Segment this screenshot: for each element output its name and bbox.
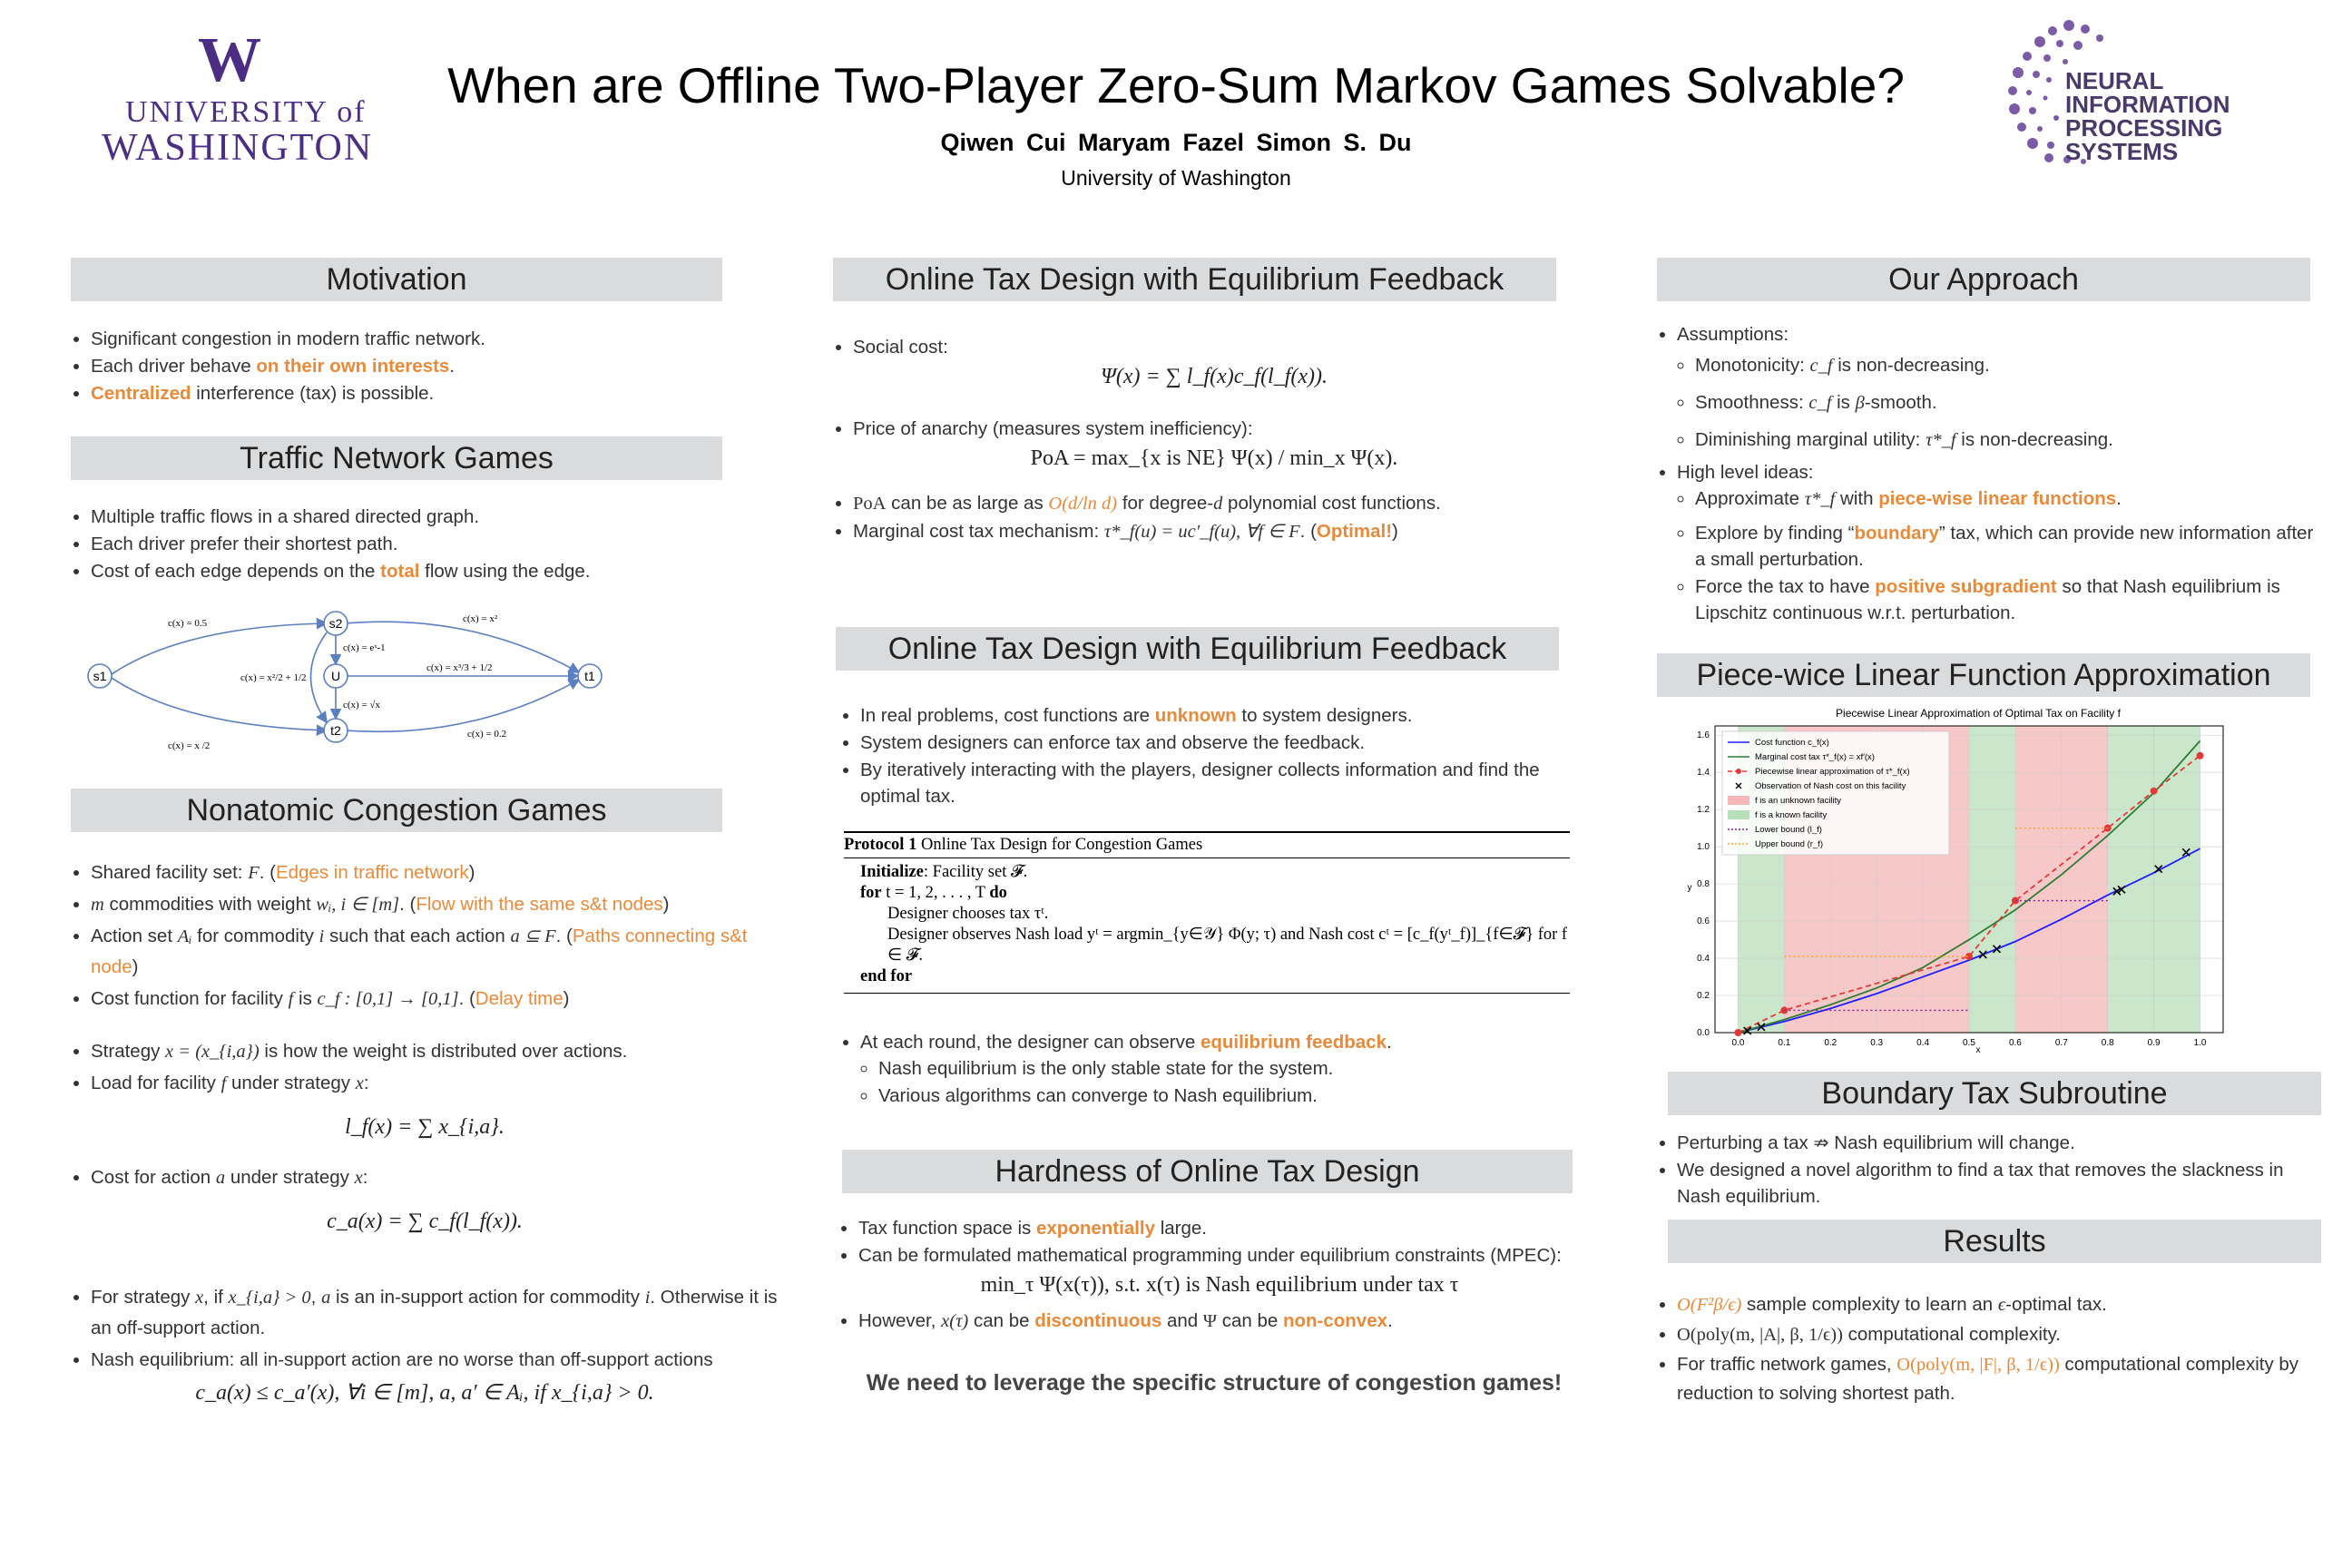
nonatomic-item-5: • Strategy x = (x_{i,a}) is how the weight is distributed over actions. <box>91 1036 779 1067</box>
neurips-line1: NEURAL <box>2065 67 2164 94</box>
hardness-item-3: • However, x(τ) can be discontinuous and Ψ can be non-convex. <box>858 1308 1601 1335</box>
y-tick-label: 0.4 <box>1697 954 1710 965</box>
result-sample-complexity: • O(F²β/ϵ) sample complexity to learn an ϵ-optimal tax. <box>1677 1290 2328 1319</box>
data-point <box>1734 1029 1741 1036</box>
poster-title: When are Offline Two-Player Zero-Sum Markov Games Solvable? <box>447 57 1905 113</box>
results-section <box>1657 1290 2328 1409</box>
node-s2: s2 <box>328 616 343 631</box>
equation-poa: PoA = max_{x is NE} Ψ(x) / min_x Ψ(x). <box>1030 446 1398 470</box>
traffic-item-2: • Each driver prefer their shortest path. <box>91 531 742 557</box>
edge-label-5: c(x) = x³/3 + 1/2 <box>426 662 493 673</box>
uw-line2: WASHINGTON <box>102 127 374 169</box>
chart-title: Piecewise Linear Approximation of Optimal Tax on Facility f <box>1836 707 2121 720</box>
assumption-diminishing: ◦ Diminishing marginal utility: τ*_f is non-decreasing. <box>1695 422 2319 458</box>
nonatomic-item-3: • Action set Aᵢ for commodity i such that each action a ⊆ F. (Paths connecting s&t node) <box>91 921 779 983</box>
poster-authors: Qiwen Cui Maryam Fazel Simon S. Du <box>940 129 1412 156</box>
round-sub-1: ◦ Nash equilibrium is the only stable state for the system. <box>878 1055 1566 1082</box>
nonatomic-item-1: • Shared facility set: F. (Edges in traffic network) <box>91 858 779 888</box>
uw-w-mark: W <box>198 25 261 95</box>
hardness-conclusion: We need to leverage the specific structure of congestion games! <box>866 1370 1563 1396</box>
chart-ylabel: y <box>1687 883 1692 893</box>
social-cost-item: • Social cost: <box>853 334 1595 360</box>
piecewise-header: Piece-wice Linear Function Approximation <box>1657 653 2310 697</box>
boundary-section <box>1657 1130 2328 1210</box>
marginal-tax-item: • Marginal cost tax mechanism: τ*_f(u) = uc′_f(u), ∀f ∈ F. (Optimal!) <box>853 518 1595 545</box>
motivation-section <box>71 326 742 407</box>
traffic-section <box>71 504 742 585</box>
y-tick-label: 0.8 <box>1697 879 1710 890</box>
approach-header: Our Approach <box>1657 258 2310 301</box>
ideas-item: • High level ideas: ◦ Approximate τ*_f with piece-wise linear functions. ◦ Explore by finding “boundary” tax, which can provide new information after a small perturbation. ◦ Force the tax to have positive subgradient so that Nash equilibrium is Lipschitz continuous w.r.t. perturbation. <box>1677 459 2319 626</box>
chart-xlabel: x <box>1975 1045 1981 1055</box>
y-tick-label: 1.2 <box>1697 805 1710 816</box>
result-computational: • O(poly(m, |A|, β, 1/ϵ)) computational complexity. <box>1677 1320 2328 1349</box>
protocol-init: Initialize: Facility set 𝓕. <box>860 863 1028 881</box>
poa-large-item: • PoA can be as large as O(d/ln d) for degree-d polynomial cost functions. <box>853 490 1595 517</box>
y-tick-label: 1.6 <box>1697 730 1710 741</box>
boundary-item-1: • Perturbing a tax ⇏ Nash equilibrium will change. <box>1677 1130 2328 1156</box>
poster-affiliation: University of Washington <box>1061 166 1291 190</box>
boundary-item-2: • We designed a novel algorithm to find a tax that removes the slackness in Nash equilibrium. <box>1677 1157 2328 1210</box>
edge-label-4: c(x) = x²/2 + 1/2 <box>240 672 307 683</box>
result-traffic: • For traffic network games, O(poly(m, |F|, β, 1/ϵ)) computational complexity by reduction to solving shortest path. <box>1677 1350 2328 1408</box>
legend-label: Marginal cost tax τ*_f(x) = xf′(x) <box>1755 752 1875 762</box>
region-known-2 <box>1969 726 2015 1033</box>
legend-label: Lower bound (l_f) <box>1755 825 1822 835</box>
idea-subgradient: ◦ Force the tax to have positive subgradient so that Nash equilibrium is Lipschitz continuous w.r.t. perturbation. <box>1695 573 2319 626</box>
equilibrium-feedback-section <box>840 1029 1566 1110</box>
motivation-item-3: • Centralized interference (tax) is possible. <box>91 380 742 407</box>
x-tick-label: 0.2 <box>1824 1038 1838 1048</box>
online-tax-header-1: Online Tax Design with Equilibrium Feedback <box>833 258 1556 301</box>
idea-approximate: ◦ Approximate τ*_f with piece-wise linear functions. <box>1695 485 2319 513</box>
y-tick-label: 0.6 <box>1697 916 1710 927</box>
x-tick-label: 0.9 <box>2147 1038 2161 1048</box>
y-tick-label: 1.4 <box>1697 768 1710 779</box>
hardness-header: Hardness of Online Tax Design <box>842 1150 1573 1193</box>
nonatomic-header: Nonatomic Congestion Games <box>71 789 722 832</box>
equation-action-cost: c_a(x) = ∑ c_f(l_f(x)). <box>327 1210 523 1233</box>
node-t2: t2 <box>330 723 341 738</box>
node-u: U <box>330 669 341 683</box>
piecewise-chart <box>1670 704 2232 1067</box>
x-tick-label: 0.6 <box>2008 1038 2022 1048</box>
online-item-2: • System designers can enforce tax and observe the feedback. <box>860 730 1566 756</box>
x-tick-label: 1.0 <box>2193 1038 2207 1048</box>
x-tick-label: 0.7 <box>2054 1038 2068 1048</box>
legend-swatch <box>1728 810 1749 819</box>
traffic-item-3: • Cost of each edge depends on the total flow using the edge. <box>91 558 742 584</box>
motivation-item-2: • Each driver behave on their own interests. <box>91 353 742 379</box>
protocol-line-1: Designer chooses tax τᵗ. <box>887 905 1049 923</box>
traffic-header: Traffic Network Games <box>71 436 722 480</box>
hardness-section <box>838 1215 1601 1336</box>
online-item-3: • By iteratively interacting with the players, designer collects information and find the optimal tax. <box>860 757 1566 809</box>
online-tax-section-1 <box>833 334 1595 546</box>
assumptions-item: • Assumptions: ◦ Monotonicity: c_f is non-decreasing. ◦ Smoothness: c_f is β-smooth. ◦ Diminishing marginal utility: τ*_f is non-decreasing. <box>1677 321 2319 458</box>
nonatomic-item-4: • Cost function for facility f is c_f : [0,1] → [0,1]. (Delay time) <box>91 984 779 1014</box>
round-item: • At each round, the designer can observe equilibrium feedback. ◦ Nash equilibrium is the only stable state for the system. ◦ Various algorithms can converge to Nash equilibrium. <box>860 1029 1566 1109</box>
x-tick-label: 0.5 <box>1963 1038 1975 1048</box>
legend-box <box>1722 731 1949 855</box>
data-point <box>2197 752 2204 760</box>
protocol-title: Protocol 1 Online Tax Design for Congestion Games <box>844 833 1570 858</box>
edge-label-6: c(x) = √x <box>343 700 380 710</box>
nonatomic-item-8: • For strategy x, if x_{i,a} > 0, a is an in-support action for commodity i. Otherwise it is an off-support action. <box>91 1282 779 1344</box>
legend-swatch-marker <box>1736 769 1741 774</box>
edge-label-2: c(x) = x² <box>463 613 498 624</box>
edge-label-8: c(x) = 0.2 <box>467 729 507 740</box>
protocol-box <box>844 831 1570 994</box>
protocol-line-2: Designer observes Nash load yᵗ = argmin_{y∈𝒴} Φ(y; τ) and Nash cost cᵗ = [c_f(yᵗ_f)]_{f∈𝓕} for f ∈ 𝓕. <box>887 926 1568 965</box>
node-s1: s1 <box>93 669 107 683</box>
boundary-header: Boundary Tax Subroutine <box>1668 1072 2321 1115</box>
equation-mpec: min_τ Ψ(x(τ)), s.t. x(τ) is Nash equilibrium under tax τ <box>980 1273 1459 1297</box>
assumption-smoothness: ◦ Smoothness: c_f is β-smooth. <box>1695 385 2319 421</box>
x-tick-label: 0.1 <box>1778 1038 1791 1048</box>
neurips-logo <box>2005 16 2278 171</box>
protocol-end: end for <box>860 967 913 985</box>
y-tick-label: 0.0 <box>1697 1028 1710 1038</box>
x-tick-label: 0.3 <box>1870 1038 1884 1048</box>
traffic-item-1: • Multiple traffic flows in a shared directed graph. <box>91 504 742 530</box>
legend-label: f is an unknown facility <box>1755 796 1842 806</box>
data-point <box>2151 788 2158 795</box>
x-tick-label: 0.8 <box>2101 1038 2114 1048</box>
uw-line1: UNIVERSITY of <box>125 95 367 129</box>
equation-nash: c_a(x) ≤ c_a′(x), ∀i ∈ [m], a, a′ ∈ Aᵢ, if x_{i,a} > 0. <box>195 1381 654 1405</box>
protocol-for: for t = 1, 2, . . . , T do <box>860 884 1007 902</box>
y-tick-label: 1.0 <box>1697 842 1710 853</box>
legend-label: Piecewise linear approximation of τ*_f(x) <box>1755 767 1910 777</box>
x-tick-label: 0.0 <box>1731 1038 1745 1048</box>
online-tax-header-2: Online Tax Design with Equilibrium Feedback <box>836 627 1559 671</box>
idea-boundary: ◦ Explore by finding “boundary” tax, which can provide new information after a small perturbation. <box>1695 520 2319 573</box>
equation-load: l_f(x) = ∑ x_{i,a}. <box>345 1115 505 1139</box>
edge-label-1: c(x) = 0.5 <box>168 618 208 629</box>
approach-section <box>1657 321 2319 627</box>
online-item-1: • In real problems, cost functions are unknown to system designers. <box>860 702 1566 729</box>
legend-label: Upper bound (r_f) <box>1755 839 1823 849</box>
traffic-network-diagram <box>82 603 626 762</box>
hardness-item-2: • Can be formulated mathematical programming under equilibrium constraints (MPEC): <box>858 1242 1601 1269</box>
legend-label: Cost function c_f(x) <box>1755 738 1829 748</box>
edge-label-3: c(x) = eˣ-1 <box>343 642 386 653</box>
legend-swatch <box>1728 796 1749 805</box>
neurips-line3: PROCESSING <box>2065 114 2223 142</box>
nonatomic-item-9: • Nash equilibrium: all in-support action are no worse than off-support actions <box>91 1345 779 1376</box>
online-tax-section-2 <box>840 702 1566 810</box>
y-tick-label: 0.2 <box>1697 991 1710 1002</box>
legend-label: f is a known facility <box>1755 810 1828 820</box>
node-t1: t1 <box>584 669 595 683</box>
poa-item: • Price of anarchy (measures system inefficiency): <box>853 416 1595 442</box>
round-sub-2: ◦ Various algorithms can converge to Nash equilibrium. <box>878 1083 1566 1109</box>
legend-label: Observation of Nash cost on this facility <box>1755 781 1906 791</box>
edge-label-7: c(x) = x /2 <box>168 740 211 751</box>
neurips-line2: INFORMATION <box>2065 91 2230 118</box>
nonatomic-item-6: • Load for facility f under strategy x: <box>91 1068 779 1099</box>
neurips-line4: SYSTEMS <box>2065 138 2179 165</box>
results-header: Results <box>1668 1220 2321 1263</box>
motivation-header: Motivation <box>71 258 722 301</box>
nonatomic-item-7: • Cost for action a under strategy x: <box>91 1162 779 1193</box>
nonatomic-item-2: • m commodities with weight wᵢ, i ∈ [m]. (Flow with the same s&t nodes) <box>91 889 779 920</box>
nonatomic-section <box>71 858 779 1408</box>
hardness-item-1: • Tax function space is exponentially large. <box>858 1215 1601 1241</box>
data-point <box>2104 825 2112 832</box>
equation-social-cost: Ψ(x) = ∑ l_f(x)c_f(l_f(x)). <box>1100 365 1328 388</box>
x-tick-label: 0.4 <box>1916 1038 1930 1048</box>
assumption-monotonicity: ◦ Monotonicity: c_f is non-decreasing. <box>1695 348 2319 384</box>
motivation-item-1: • Significant congestion in modern traffic network. <box>91 326 742 352</box>
